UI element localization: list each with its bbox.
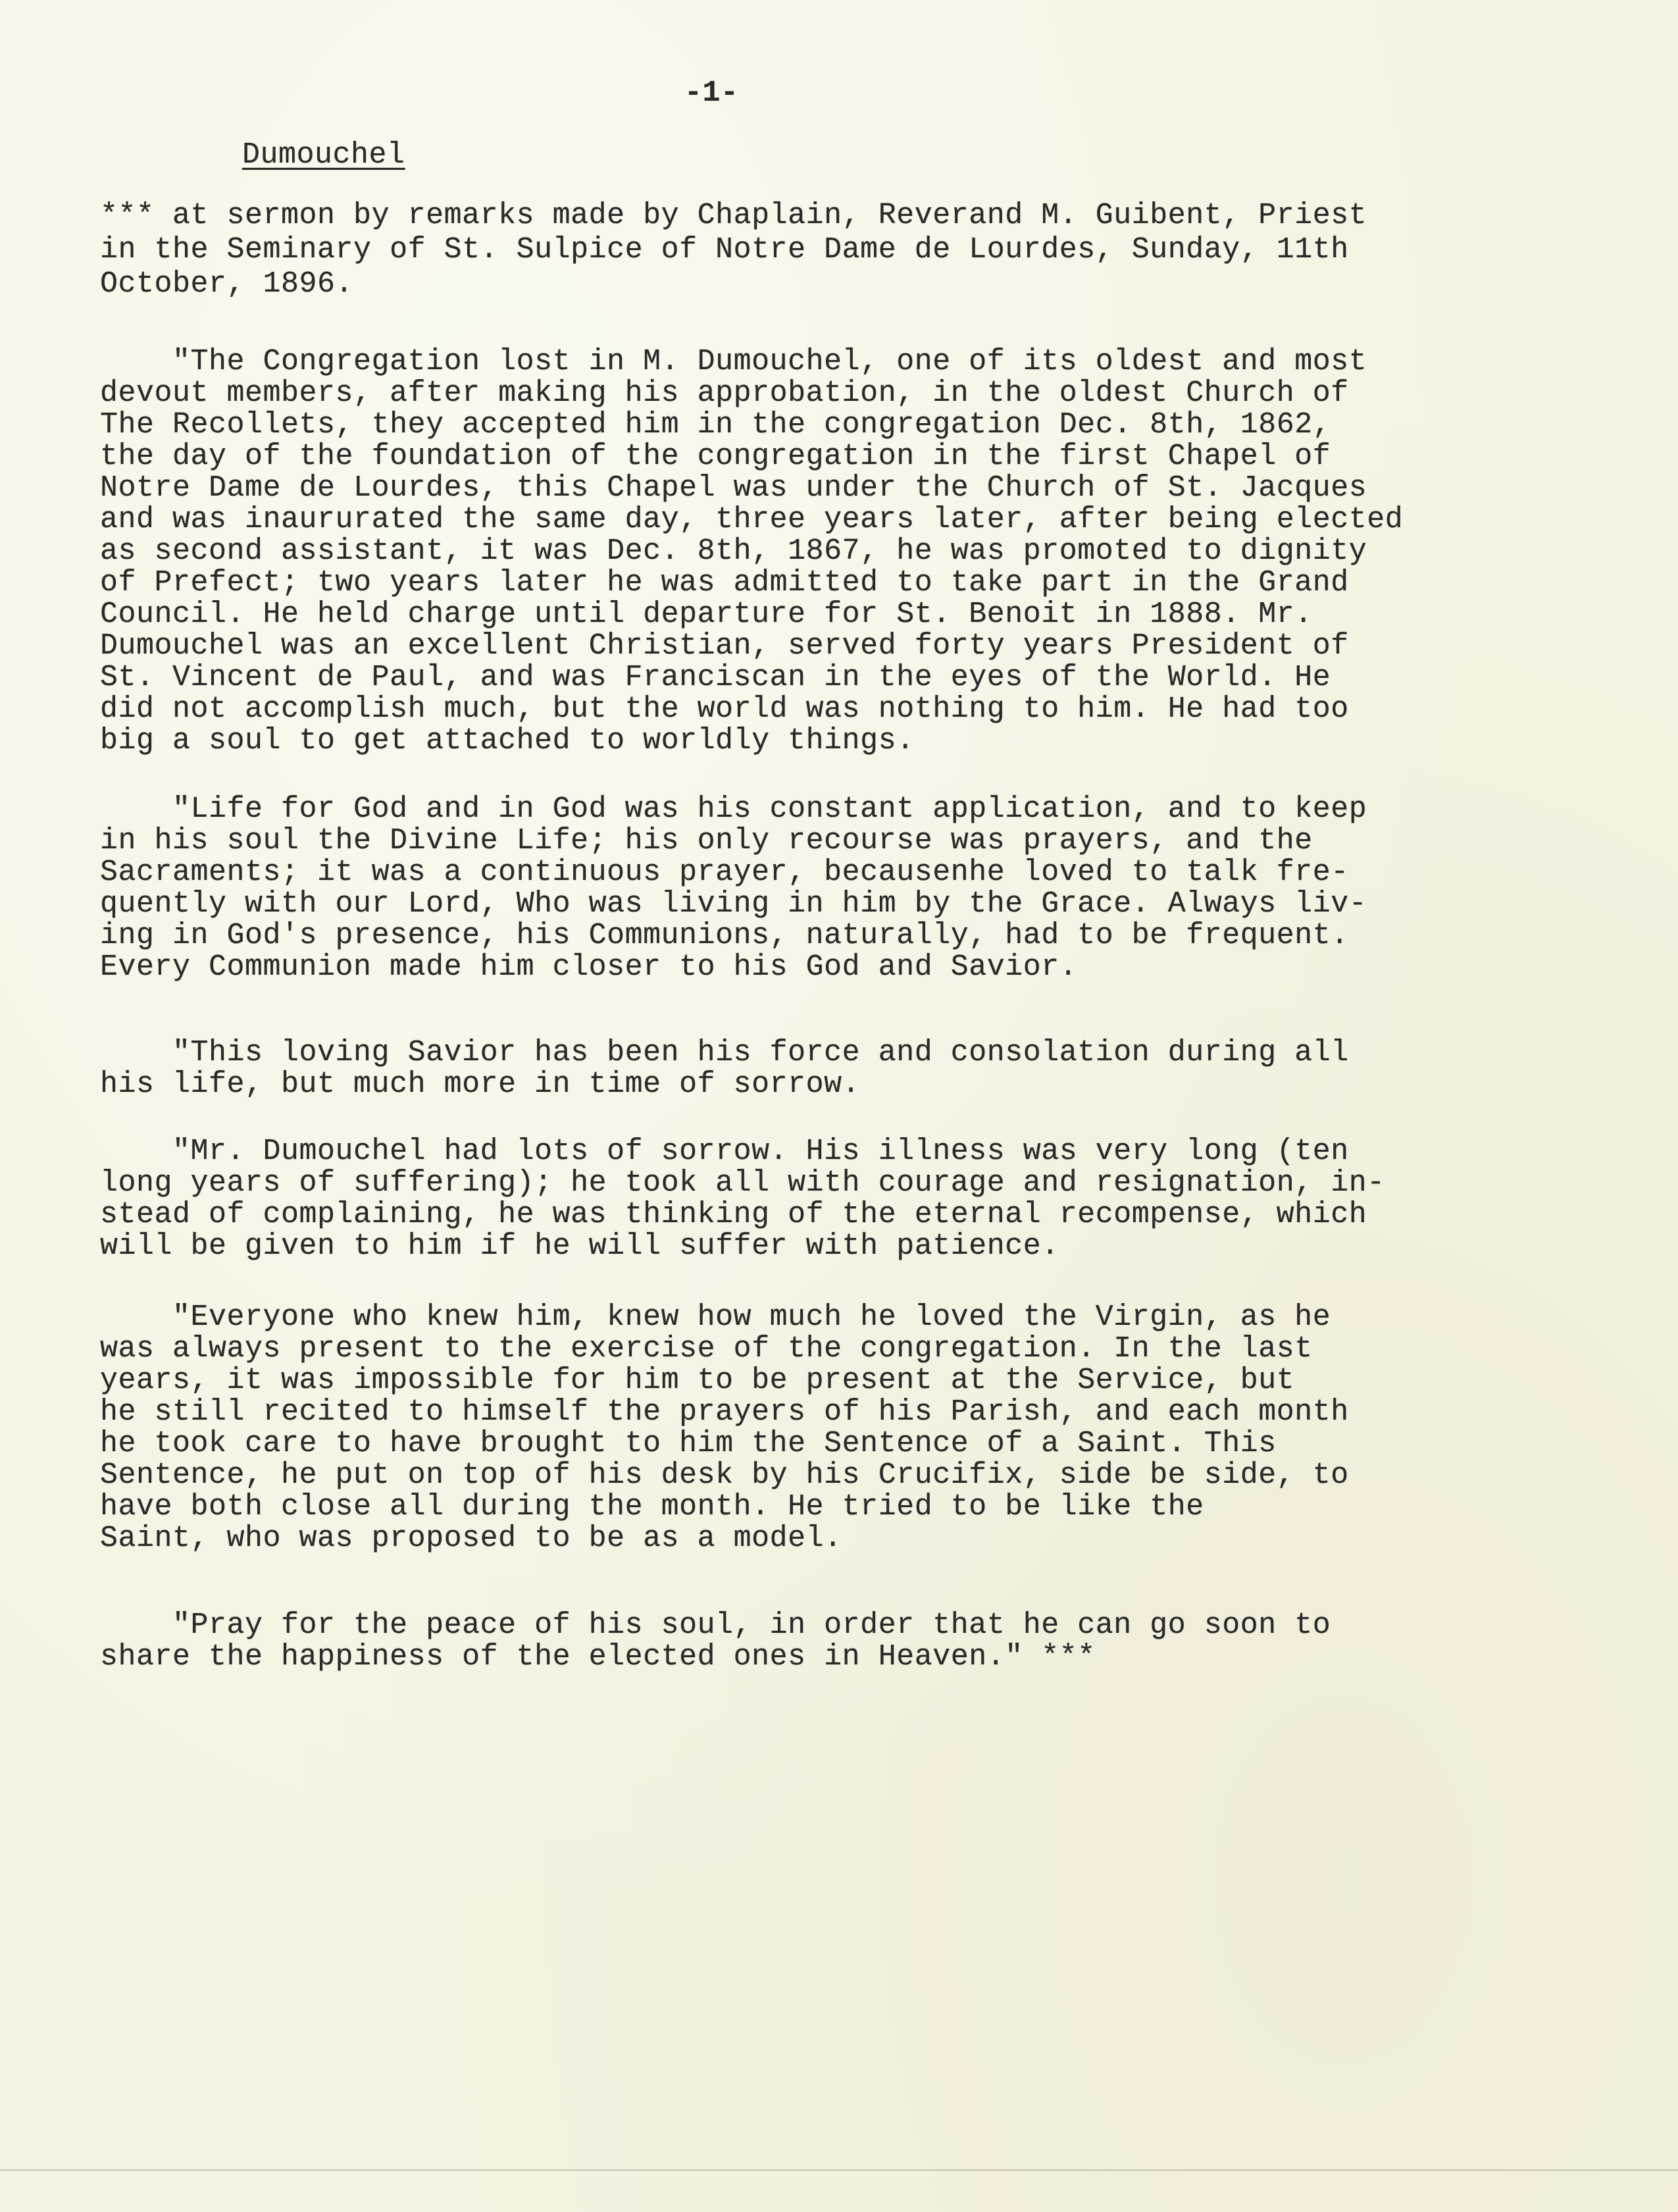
text-line: as second assistant, it was Dec. 8th, 1867, he was promoted to dignity [100, 534, 1367, 568]
text-line: ing in God's presence, his Communions, naturally, had to be frequent. [100, 919, 1349, 952]
text-line: his life, but much more in time of sorrow. [100, 1067, 861, 1101]
text-line: big a soul to get attached to worldly things. [100, 724, 915, 758]
intro-text [100, 199, 1367, 301]
text-line: "Life for God and in God was his constant application, and to keep [100, 792, 1367, 826]
scan-edge-line [0, 2169, 1678, 2171]
text-line: Saint, who was proposed to be as a model. [100, 1522, 842, 1555]
text-line: he still recited to himself the prayers of his Parish, and each month [100, 1395, 1349, 1429]
text-line: did not accomplish much, but the world was nothing to him. He had too [100, 692, 1349, 726]
text-line: share the happiness of the elected ones in Heaven." *** [100, 1640, 1096, 1674]
intro-line: *** at sermon by remarks made by Chaplain, Reverand M. Guibent, Priest [100, 199, 1367, 232]
text-line: St. Vincent de Paul, and was Franciscan in the eyes of the World. He [100, 661, 1331, 694]
paragraph-sorrow [100, 1136, 1385, 1262]
paragraph-virgin [100, 1302, 1349, 1555]
paragraph-loving-savior [100, 1037, 1349, 1100]
text-line: "This loving Savior has been his force and consolation during all [100, 1036, 1349, 1069]
text-line: "Pray for the peace of his soul, in order that he can go soon to [100, 1608, 1331, 1642]
text-line: long years of suffering); he took all with courage and resignation, in- [100, 1166, 1385, 1200]
text-line: have both close all during the month. He tried to be like the [100, 1490, 1204, 1524]
text-line: of Prefect; two years later he was admitted to take part in the Grand [100, 566, 1349, 600]
text-line: "Mr. Dumouchel had lots of sorrow. His illness was very long (ten [100, 1135, 1349, 1168]
text-line: "The Congregation lost in M. Dumouchel, one of its oldest and most [100, 345, 1367, 378]
text-line: he took care to have brought to him the Sentence of a Saint. This [100, 1427, 1277, 1460]
text-line: and was inaururated the same day, three years later, after being elected [100, 503, 1404, 536]
text-line: Dumouchel was an excellent Christian, served forty years President of [100, 629, 1349, 663]
text-line: Every Communion made him closer to his God and Savior. [100, 950, 1078, 984]
text-line: will be given to him if he will suffer with patience. [100, 1229, 1059, 1263]
paragraph-prayer [100, 1610, 1331, 1673]
paragraph-congregation [100, 346, 1403, 757]
text-line: the day of the foundation of the congregation in the first Chapel of [100, 440, 1331, 473]
text-line: The Recollets, they accepted him in the congregation Dec. 8th, 1862, [100, 408, 1331, 442]
intro-line: October, 1896. [100, 267, 354, 301]
text-line: Sacraments; it was a continuous prayer, becausenhe loved to talk fre- [100, 856, 1349, 889]
text-line: in his soul the Divine Life; his only recourse was prayers, and the [100, 824, 1313, 858]
intro-line: in the Seminary of St. Sulpice of Notre Dame de Lourdes, Sunday, 11th [100, 233, 1349, 267]
text-line: stead of complaining, he was thinking of the eternal recompense, which [100, 1198, 1367, 1231]
text-line: Notre Dame de Lourdes, this Chapel was under the Church of St. Jacques [100, 471, 1367, 505]
text-line: was always present to the exercise of the congregation. In the last [100, 1332, 1313, 1366]
text-line: Sentence, he put on top of his desk by his Crucifix, side be side, to [100, 1458, 1349, 1492]
paragraph-life-for-god [100, 794, 1367, 983]
surname-heading: Dumouchel [242, 138, 405, 172]
text-line: years, it was impossible for him to be present at the Service, but [100, 1364, 1295, 1397]
page-number: -1- [684, 76, 739, 110]
text-line: quently with our Lord, Who was living in him by the Grace. Always liv- [100, 887, 1367, 921]
text-line: Council. He held charge until departure for St. Benoit in 1888. Mr. [100, 598, 1313, 631]
text-line: "Everyone who knew him, knew how much he loved the Virgin, as he [100, 1300, 1331, 1334]
text-line: devout members, after making his approbation, in the oldest Church of [100, 376, 1349, 410]
